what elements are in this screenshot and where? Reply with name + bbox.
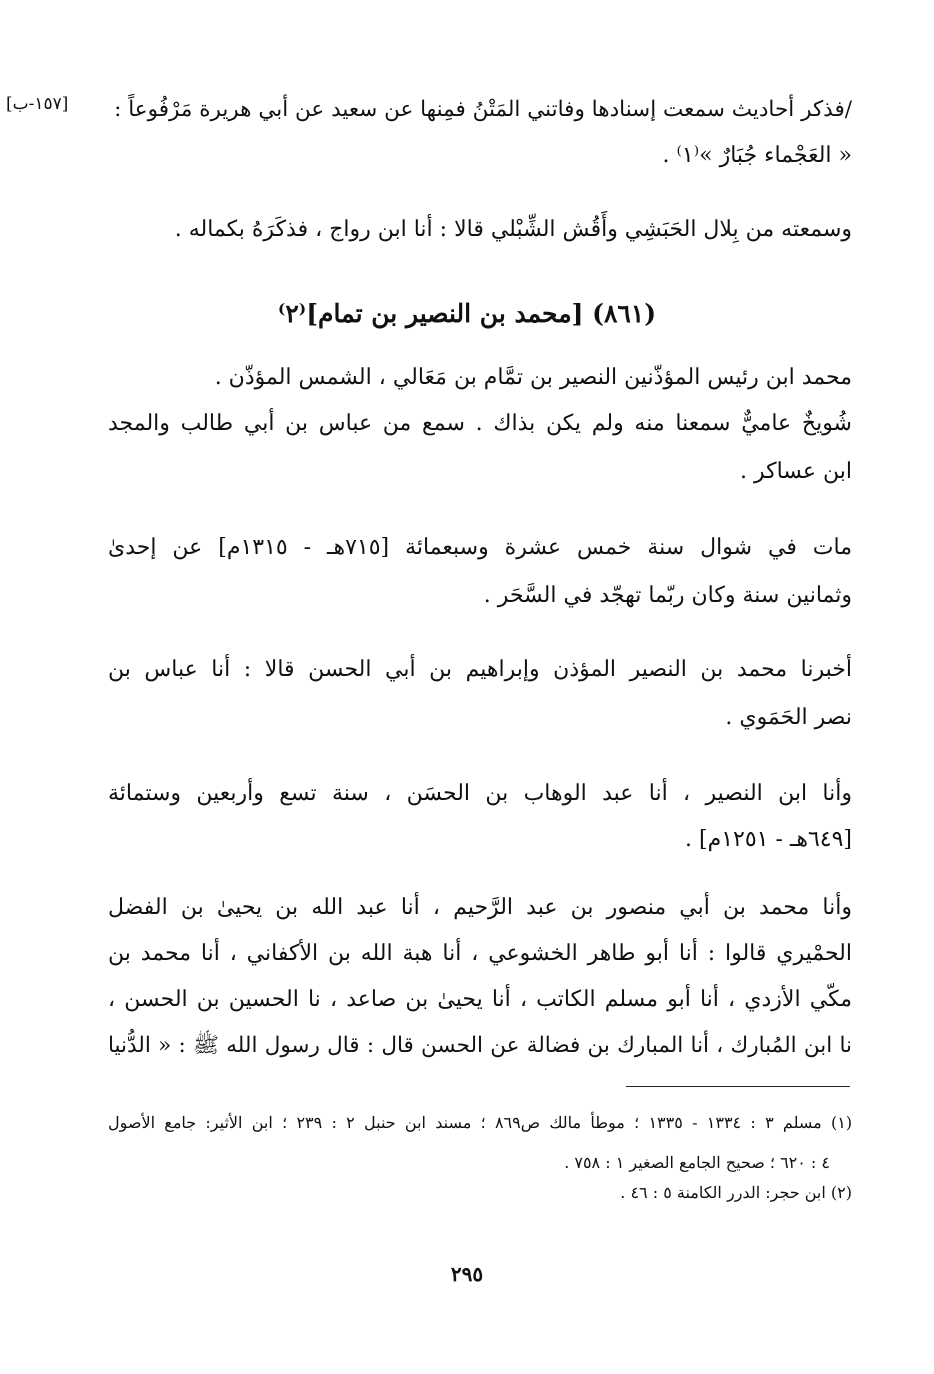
text-line: الحمْيري قالوا : أنا أبو طاهر الخشوعي ، أنا هبة الله بن الأكفاني ، أنا محمد بن xyxy=(108,941,852,966)
margin-folio-note: [١٥٧-ب] xyxy=(6,94,69,114)
text-line: شُويخٌ عاميٌّ سمعنا منه ولم يكن بذاك . سمع من عباس بن أبي طالب والمجد xyxy=(108,411,852,436)
text-line: وثمانين سنة وكان ربّما تهجّد في السَّحَر . xyxy=(483,583,852,608)
footnote-line: ٤ : ٦٢٠ ؛ صحيح الجامع الصغير ١ : ٧٥٨ . xyxy=(564,1153,830,1172)
footnote-line: (١) مسلم ٣ : ١٣٣٤ - ١٣٣٥ ؛ موطأ مالك ص٨٦٩ ؛ مسند ابن حنبل ٢ : ٢٣٩ ؛ ابن الأثير: جامع الأصول xyxy=(108,1113,853,1132)
text-line: محمد ابن رئيس المؤذّنين النصير بن تمَّام بن مَعَالي ، الشمس المؤذّن . xyxy=(214,365,852,390)
text-line: أخبرنا محمد بن النصير المؤذن وإبراهيم بن أبي الحسن قالا : أنا عباس بن xyxy=(108,657,852,682)
text-line: وسمعته من بِلال الحَبَشِي وأَقُش الشِّبْلي قالا : أنا ابن رواج ، فذكَرَهُ بكماله . xyxy=(174,217,852,242)
footnote-line: (٢) ابن حجر: الدرر الكامنة ٥ : ٤٦ . xyxy=(620,1183,852,1202)
text-line: نا ابن المُبارك ، أنا المبارك بن فضالة عن الحسن قال : قال رسول الله ﷺ : « الدُّنيا xyxy=(108,1033,852,1058)
page-number: ٢٩٥ xyxy=(450,1262,484,1286)
text-line: [٦٤٩هـ - ١٢٥١م] . xyxy=(685,827,852,852)
text-line: مكّي الأزدي ، أنا أبو مسلم الكاتب ، أنا يحيىٰ بن صاعد ، نا الحسين بن الحسن ، xyxy=(108,987,852,1012)
text-line: مات في شوال سنة خمس عشرة وسبعمائة [٧١٥هـ - ١٣١٥م] عن إحدىٰ xyxy=(108,535,852,560)
text-line: نصر الحَمَوي . xyxy=(725,705,852,730)
text-line: وأنا ابن النصير ، أنا عبد الوهاب بن الحسَن ، سنة تسع وأربعين وستمائة xyxy=(108,781,852,806)
text-line: /فذكر أحاديث سمعت إسنادها وفاتني المَتْنُ فمِنها عن سعيد عن أبي هريرة مَرْفُوعاً : xyxy=(114,97,852,122)
text-line: ابن عساكر . xyxy=(739,459,852,484)
text-line: « العَجْماء جُبَارٌ »⁽١⁾ . xyxy=(662,143,852,168)
footnote-separator xyxy=(626,1086,850,1087)
text-line: وأنا محمد بن أبي منصور بن عبد الرَّحيم ، أنا عبد الله بن يحيىٰ بن الفضل xyxy=(108,895,852,920)
entry-heading: (٨٦١) [محمد بن النصير بن تمام]⁽٢⁾ xyxy=(277,299,657,328)
